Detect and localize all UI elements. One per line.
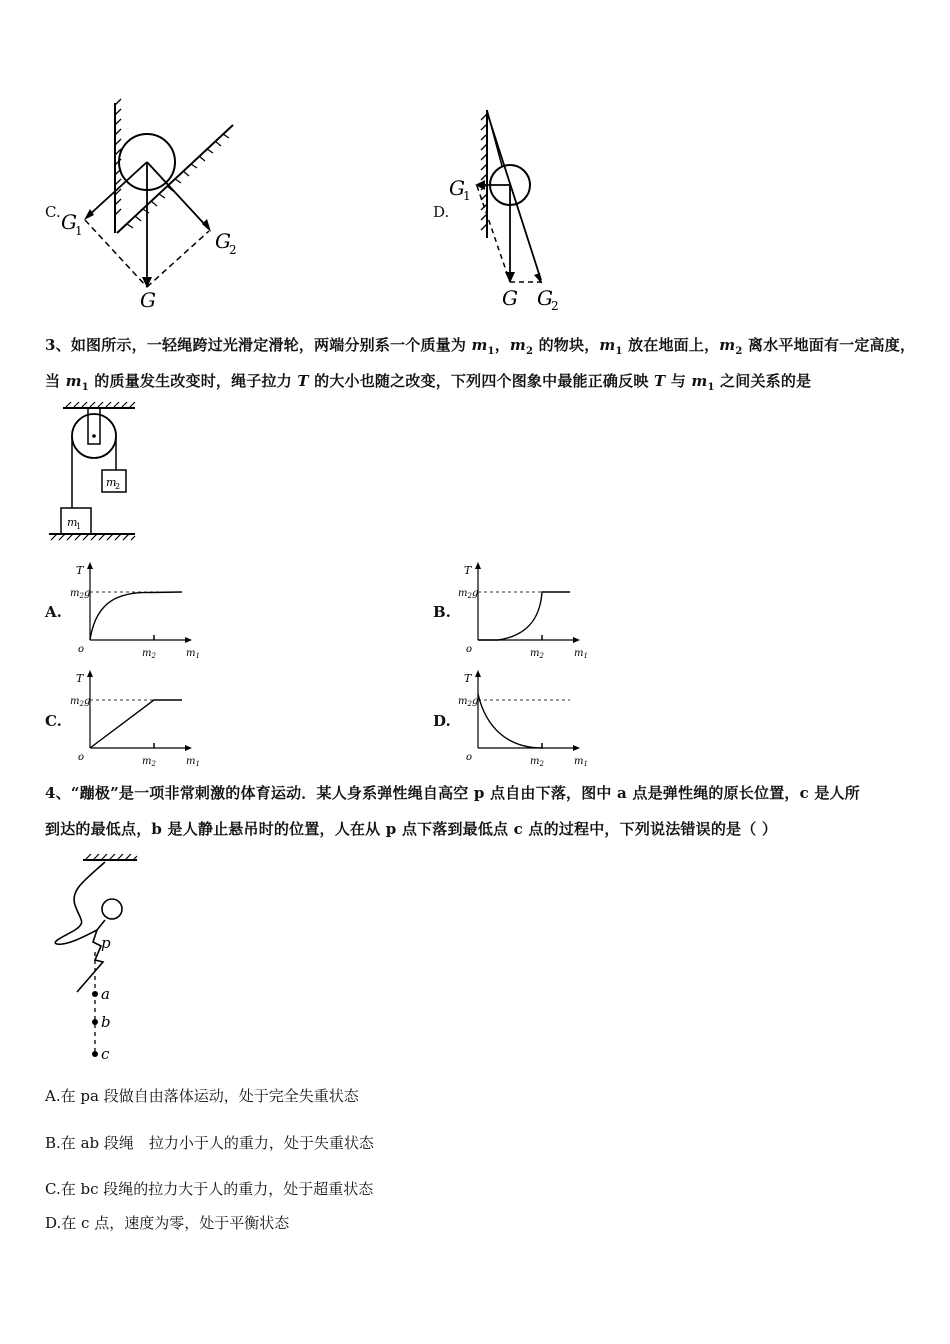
person-body — [77, 920, 105, 992]
level-sub: 2 — [79, 592, 84, 600]
level-sub: 2 — [79, 700, 84, 708]
x-axis-sub: 1 — [195, 652, 200, 660]
curve — [90, 700, 182, 748]
q4-stem-line1: 4、“蹦极”是一项非常刺激的体育运动．某人身系弹性绳自高空 p 点自由下落，图中 a 点是弹性绳的原长位置，c 是人所 — [45, 784, 860, 802]
q3-pulley-figure — [45, 400, 145, 545]
incline-hatching — [127, 134, 229, 228]
svg-text:2: 2 — [115, 482, 121, 491]
x-axis-arrow — [573, 637, 580, 643]
q2-option-d-label: D. — [433, 203, 450, 221]
y-axis-arrow — [475, 670, 481, 677]
g2-label: G — [215, 229, 231, 253]
g1-label: G — [449, 176, 465, 200]
q3-stem-line2: 当 $m_1$ 的质量发生改变时，绳子拉力 T 的大小也随之改变，下列四个图象中最能正确反映 T 与 $m_1$ 之间关系的是 — [45, 372, 812, 393]
q3-stem-line1: 3、如图所示，一轻绳跨过光滑定滑轮，两端分别系一个质量为 $m_1$，$m_2$ 的物块，$m_1$ 放在地面上，$m_2$ 离水平地面有一定高度， — [45, 336, 916, 357]
tick-sub: 2 — [539, 652, 544, 660]
level-label: $m_2g$ — [458, 696, 479, 708]
x-axis-sub: 1 — [195, 760, 200, 768]
q2-option-c-label: C. — [45, 203, 61, 221]
x-axis-label: $m_1$ — [574, 648, 588, 660]
x-axis-sub: 1 — [583, 760, 588, 768]
tick-sub: 2 — [151, 760, 156, 768]
y-axis-label: T — [76, 564, 84, 577]
q4-option-b[interactable]: B.在 ab 段绳 拉力小于人的重力，处于失重状态 — [45, 1134, 374, 1152]
label-a: a — [101, 985, 110, 1003]
level-g: g — [83, 588, 91, 599]
q3-graph-c — [70, 668, 215, 770]
y-axis-label: T — [464, 564, 472, 577]
q4-option-c[interactable]: C.在 bc 段绳的拉力大于人的重力，处于超重状态 — [45, 1180, 374, 1198]
person-head — [102, 899, 122, 919]
tick-label: $m_2$ — [142, 756, 156, 768]
point-b — [92, 1019, 98, 1025]
tick-sub: 2 — [151, 652, 156, 660]
level-label: $m_2g$ — [70, 588, 91, 600]
curve — [90, 592, 182, 640]
origin-label: o — [466, 752, 473, 763]
y-axis-arrow — [87, 562, 93, 569]
label-b: b — [101, 1013, 111, 1031]
g2-sub: 2 — [229, 243, 237, 257]
origin-label: o — [78, 644, 85, 655]
x-axis-arrow — [185, 637, 192, 643]
q3-option-d-label: D. — [433, 712, 451, 730]
tick-label: $m_2$ — [142, 648, 156, 660]
g2-label: G — [537, 286, 553, 310]
y-axis-label: T — [464, 672, 472, 685]
m1-label: m — [67, 516, 78, 529]
q3-option-b-label: B. — [433, 603, 451, 621]
g1-sub: 1 — [463, 189, 471, 203]
level-label: $m_2g$ — [70, 696, 91, 708]
q3-option-c-label: C. — [45, 712, 62, 730]
level-sub: 2 — [467, 700, 472, 708]
x-axis-label: $m_1$ — [186, 648, 200, 660]
origin-label: o — [78, 752, 85, 763]
g-label: G — [140, 288, 156, 312]
label-c: c — [101, 1045, 110, 1063]
tick-sub: 2 — [539, 760, 544, 768]
x-axis-arrow — [185, 745, 192, 751]
point-c — [92, 1051, 98, 1057]
g-label: G — [502, 286, 518, 310]
q4-stem-line2: 到达的最低点，b 是人静止悬吊时的位置，人在从 p 点下落到最低点 c 点的过程中，下列说法错误的是（ ） — [45, 820, 778, 838]
origin-label: o — [466, 644, 473, 655]
q2-figure-d — [445, 100, 575, 315]
x-axis-arrow — [573, 745, 580, 751]
level-label: $m_2g$ — [458, 588, 479, 600]
level-g: g — [83, 696, 91, 707]
level-sub: 2 — [467, 592, 472, 600]
q4-bungee-figure — [45, 850, 155, 1065]
tick-label: $m_2$ — [530, 756, 544, 768]
curve — [478, 694, 542, 748]
curve — [478, 592, 570, 640]
level-g: g — [471, 696, 479, 707]
x-axis-label: $m_1$ — [186, 756, 200, 768]
level-g: g — [471, 588, 479, 599]
point-a — [92, 991, 98, 997]
g1-label: G — [61, 210, 77, 234]
m2-label: m — [106, 476, 117, 489]
q4-option-a[interactable]: A.在 pa 段做自由落体运动，处于完全失重状态 — [45, 1087, 359, 1105]
elastic-rope — [55, 862, 105, 944]
q3-graph-d — [458, 668, 603, 770]
q3-option-a-label: A. — [45, 603, 62, 621]
svg-text:1: 1 — [76, 522, 82, 531]
x-axis-sub: 1 — [583, 652, 588, 660]
g1-sub: 1 — [75, 224, 83, 238]
y-axis-label: T — [76, 672, 84, 685]
y-axis-arrow — [475, 562, 481, 569]
x-axis-label: $m_1$ — [574, 756, 588, 768]
q2-figure-c — [55, 95, 255, 315]
y-axis-arrow — [87, 670, 93, 677]
q3-graph-a — [70, 560, 215, 662]
tick-label: $m_2$ — [530, 648, 544, 660]
q4-option-d[interactable]: D.在 c 点，速度为零，处于平衡状态 — [45, 1214, 290, 1232]
g2-sub: 2 — [551, 299, 559, 313]
label-p: p — [101, 934, 111, 952]
q3-graph-b — [458, 560, 603, 662]
